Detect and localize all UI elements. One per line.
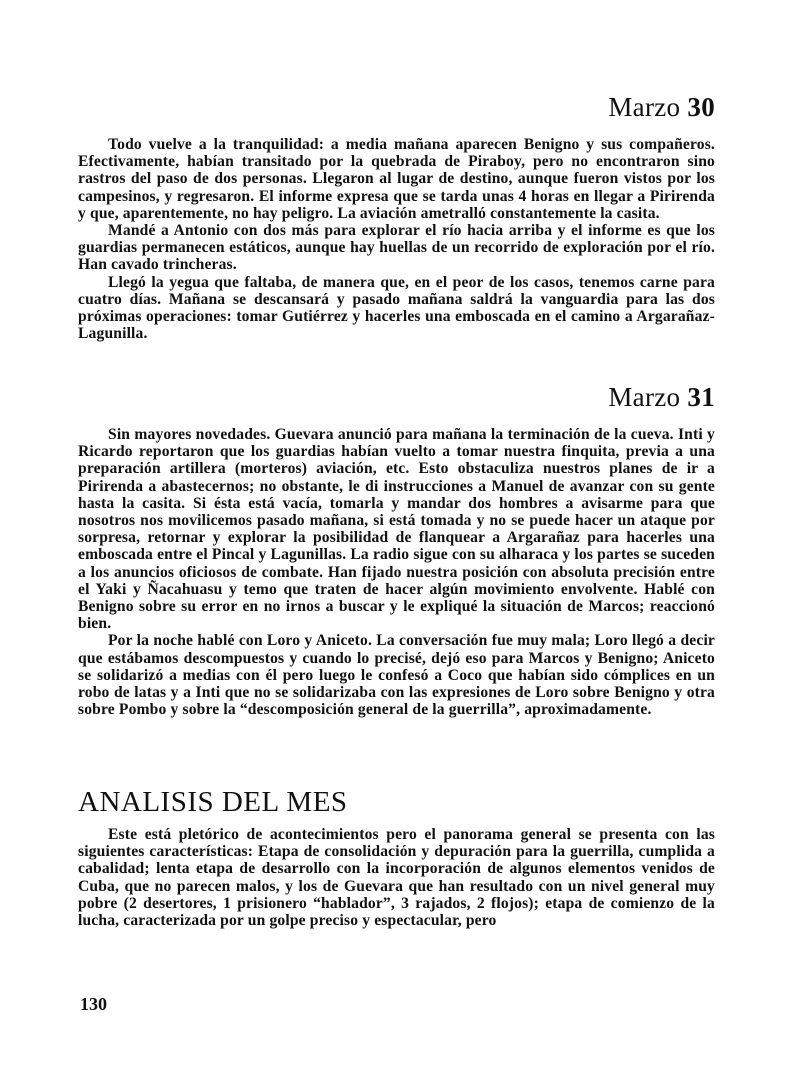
entry-body-marzo-30 xyxy=(78,136,715,342)
entry-body-marzo-31 xyxy=(78,426,715,718)
entry-month: Marzo xyxy=(608,382,681,412)
paragraph: Por la noche hablé con Loro y Aniceto. La conversación fue muy mala; Loro llegó a decir que estábamos descompuestos y cuando lo precisé, dejó eso para Marcos y Benigno; Aniceto se solidarizó a medias con él pero luego le confesó a Coco que habían sido cómplices en un robo de latas y a Inti que no se solidarizaba con las expresiones de Loro sobre Benigno y otra sobre Pombo y sobre la “descomposición general de la guerrilla”, aproximadamente. xyxy=(78,632,715,719)
paragraph: Sin mayores novedades. Guevara anunció para mañana la terminación de la cueva. Inti y Ricardo reportaron que los guardias habían vuelto a tomar nuestra finquita, previa a una preparación artillera (morteros) aviación, etc. Esto obstaculiza nuestros planes de ir a Pirirenda a abastecernos; no obstante, le di instrucciones a Manuel de avanzar con su gente hasta la casita. Si ésta está vacía, tomarla y mandar dos hombres a avisarme para que nosotros nos movilicemos pasado mañana, si está tomada y no se puede hacer un ataque por sorpresa, retornar y explorar la posibilidad de flanquear a Argarañaz para hacerles una emboscada entre el Pincal y Lagunillas. La radio sigue con su alharaca y los partes se suceden a los anuncios oficiosos de combate. Han fijado nuestra posición con absoluta precisión entre el Yaki y Ñacahuasu y temo que traten de hacer algún movimiento envolvente. Hablé con Benigno sobre su error en no irnos a buscar y le expliqué la situación de Marcos; reaccionó bien. xyxy=(78,426,715,633)
section-body xyxy=(78,826,715,929)
paragraph: Este está pletórico de acontecimientos pero el panorama general se presenta con las siguientes características: Etapa de consolidación y depuración para la guerrilla, cumplida a cabalidad; lenta etapa de desarrollo con la incorporación de algunos elementos venidos de Cuba, que no parecen malos, y los de Guevara que han resultado con un nivel general muy pobre (2 desertores, 1 prisionero “hablador”, 3 rajados, 2 flojos); etapa de comienzo de la lucha, caracterizada por un golpe preciso y espectacular, pero xyxy=(78,826,715,930)
entry-day: 31 xyxy=(687,382,715,412)
paragraph: Llegó la yegua que faltaba, de manera que, en el peor de los casos, tenemos carne para cuatro días. Mañana se descansará y pasado mañana saldrá la vanguardia para las dos próximas operaciones: tomar Gutiérrez y hacerles una emboscada en el camino a Argarañaz-Lagunilla. xyxy=(78,273,715,343)
entry-day: 30 xyxy=(687,92,715,122)
section-title: ANALISIS DEL MES xyxy=(78,786,348,818)
entry-heading-marzo-31 xyxy=(608,382,715,413)
entry-heading-marzo-30 xyxy=(608,92,715,123)
paragraph: Mandé a Antonio con dos más para explorar el río hacia arriba y el informe es que los guardias permanecen estáticos, aunque hay huellas de un recorrido de exploración por el río. Han cavado trincheras. xyxy=(78,222,715,274)
paragraph: Todo vuelve a la tranquilidad: a media mañana aparecen Benigno y sus compañeros. Efectivamente, habían transitado por la quebrada de Piraboy, pero no encontraron sino rastros del paso de dos personas. Llegaron al lugar de destino, aunque fueron vistos por los campesinos, y regresaron. El informe expresa que se tarda unas 4 horas en llegar a Pirirenda y que, aparentemente, no hay peligro. La aviación ametralló constantemente la casita. xyxy=(78,136,715,222)
page-number: 130 xyxy=(80,994,107,1014)
entry-month: Marzo xyxy=(608,92,681,122)
